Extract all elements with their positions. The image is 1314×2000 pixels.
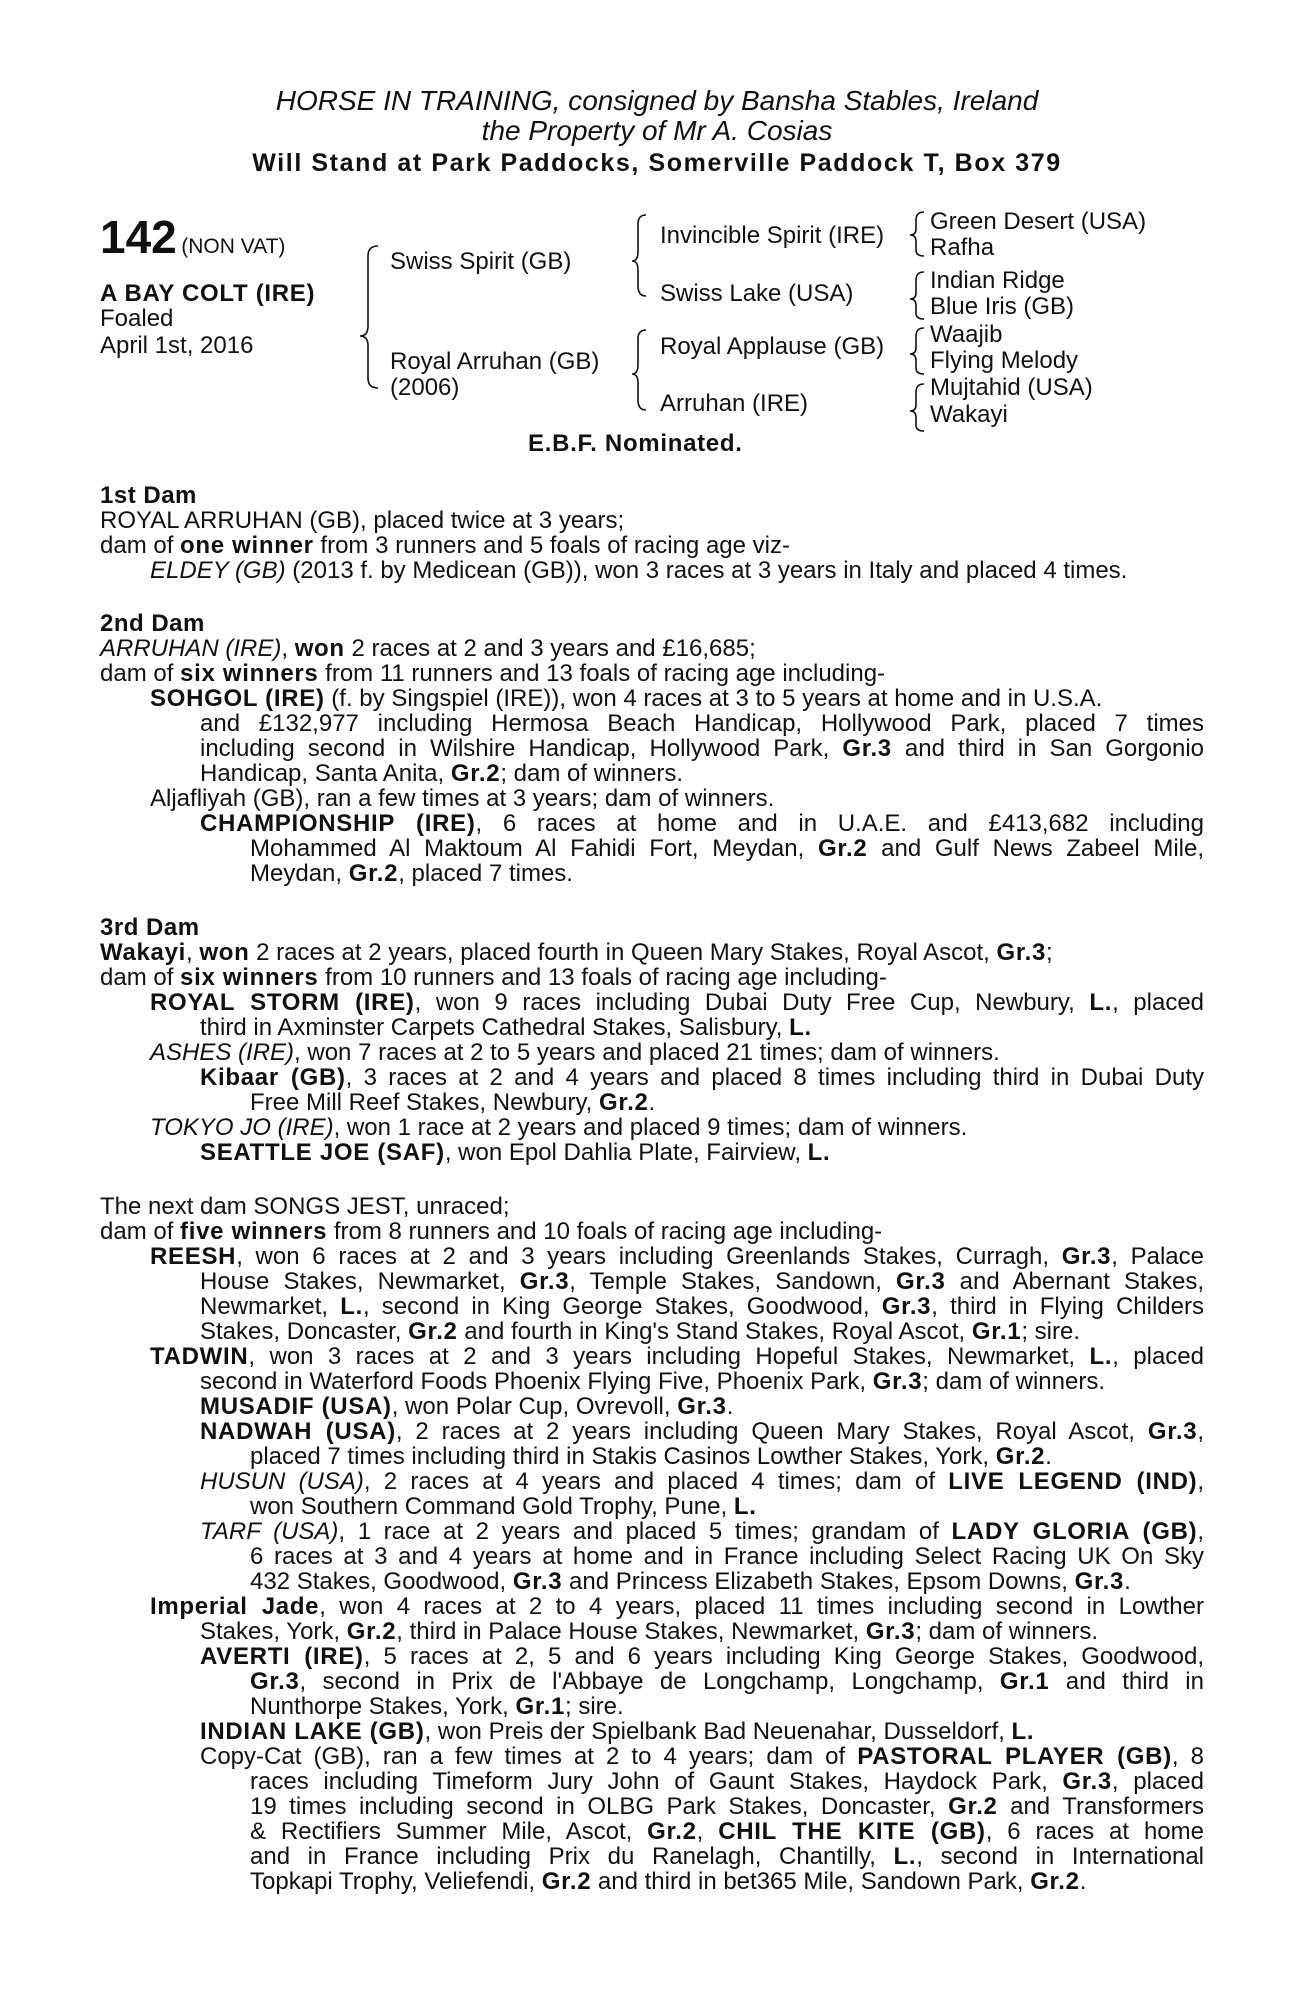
ebf-nominated: E.B.F. Nominated. xyxy=(528,430,743,457)
sire-of-sire: Invincible Spirit (IRE) xyxy=(660,222,885,249)
produce-line: MUSADIF (USA), won Polar Cup, Ovrevoll, Gr.3. xyxy=(200,1393,734,1420)
produce-line: 19 times including second in OLBG Park Stakes, Doncaster, Gr.2 and Transformers xyxy=(250,1793,1205,1820)
foaled-label: Foaled xyxy=(100,305,174,332)
dam-year: (2006) xyxy=(390,374,460,401)
produce-line: AVERTI (IRE), 5 races at 2, 5 and 6 years including King George Stakes, Goodwood, xyxy=(200,1643,1204,1670)
ggp-3: Indian Ridge xyxy=(930,267,1065,294)
first-dam-line: dam of one winner from 3 runners and 5 foals of racing age viz- xyxy=(100,532,790,559)
ggp-8: Wakayi xyxy=(930,401,1008,428)
ggp-2: Rafha xyxy=(930,234,995,261)
sire: Swiss Spirit (GB) xyxy=(390,248,572,275)
produce-line: Gr.3, second in Prix de l'Abbaye de Longchamp, Longchamp, Gr.1 and third in xyxy=(250,1668,1204,1695)
produce-line: TOKYO JO (IRE), won 1 race at 2 years and placed 9 times; dam of winners. xyxy=(150,1114,968,1141)
produce-line: Meydan, Gr.2, placed 7 times. xyxy=(250,860,573,887)
produce-line: won Southern Command Gold Trophy, Pune, L. xyxy=(250,1493,757,1520)
next-dam-line: The next dam SONGS JEST, unraced; xyxy=(100,1193,510,1220)
produce-line: Mohammed Al Maktoum Al Fahidi Fort, Meydan, Gr.2 and Gulf News Zabeel Mile, xyxy=(250,835,1204,862)
sire-of-dam: Royal Applause (GB) xyxy=(660,333,885,360)
produce-line: Stakes, Doncaster, Gr.2 and fourth in King's Stand Stakes, Royal Ascot, Gr.1; sire. xyxy=(200,1318,1081,1345)
produce-line: INDIAN LAKE (GB), won Preis der Spielbank Bad Neuenahar, Dusseldorf, L. xyxy=(200,1718,1035,1745)
produce-line: SOHGOL (IRE) (f. by Singspiel (IRE)), won 4 races at 3 to 5 years at home and in U.S.A. xyxy=(150,685,1103,712)
produce-line: House Stakes, Newmarket, Gr.3, Temple Stakes, Sandown, Gr.3 and Abernant Stakes, xyxy=(200,1268,1205,1295)
second-dam-heading: 2nd Dam xyxy=(100,610,205,637)
ggp-1: Green Desert (USA) xyxy=(930,208,1147,235)
produce-line: Aljafliyah (GB), ran a few times at 3 years; dam of winners. xyxy=(150,785,775,812)
third-dam-line: Wakayi, won 2 races at 2 years, placed fourth in Queen Mary Stakes, Royal Ascot, Gr.3; xyxy=(100,939,1053,966)
produce-line: Copy-Cat (GB), ran a few times at 2 to 4 years; dam of PASTORAL PLAYER (GB), 8 xyxy=(200,1743,1204,1770)
produce-line: Handicap, Santa Anita, Gr.2; dam of winners. xyxy=(200,760,684,787)
lot-number: 142 xyxy=(100,211,177,263)
produce-line: TARF (USA), 1 race at 2 years and placed 5 times; grandam of LADY GLORIA (GB), xyxy=(200,1518,1204,1545)
produce-line: & Rectifiers Summer Mile, Ascot, Gr.2, CHIL THE KITE (GB), 6 races at home xyxy=(250,1818,1204,1845)
produce-line: Newmarket, L., second in King George Stakes, Goodwood, Gr.3, third in Flying Childers xyxy=(200,1293,1204,1320)
first-dam-heading: 1st Dam xyxy=(100,482,197,509)
produce-line: and in France including Prix du Ranelagh, Chantilly, L., second in International xyxy=(250,1843,1204,1870)
header-stand: Will Stand at Park Paddocks, Somerville Paddock T, Box 379 xyxy=(252,149,1062,177)
produce-line: 6 races at 3 and 4 years at home and in France including Select Racing UK On Sky xyxy=(250,1543,1204,1570)
produce-line: Topkapi Trophy, Veliefendi, Gr.2 and third in bet365 Mile, Sandown Park, Gr.2. xyxy=(250,1868,1087,1895)
first-dam-line: ROYAL ARRUHAN (GB), placed twice at 3 years; xyxy=(100,507,625,534)
ggp-5: Waajib xyxy=(930,321,1003,348)
produce-line: NADWAH (USA), 2 races at 2 years including Queen Mary Stakes, Royal Ascot, Gr.3, xyxy=(200,1418,1204,1445)
second-dam-line: dam of six winners from 11 runners and 13 foals of racing age including- xyxy=(100,660,886,687)
produce-line: Nunthorpe Stakes, York, Gr.1; sire. xyxy=(250,1693,624,1720)
lot-name: A BAY COLT (IRE) xyxy=(100,280,316,307)
header-property: the Property of Mr A. Cosias xyxy=(481,115,833,146)
second-dam-line: ARRUHAN (IRE), won 2 races at 2 and 3 years and £16,685; xyxy=(100,635,756,662)
produce-line: CHAMPIONSHIP (IRE), 6 races at home and in U.A.E. and £413,682 including xyxy=(200,810,1204,837)
header-consignor: HORSE IN TRAINING, consigned by Bansha Stables, Ireland xyxy=(275,85,1039,116)
first-dam-produce: ELDEY (GB) (2013 f. by Medicean (GB)), won 3 races at 3 years in Italy and placed 4 times. xyxy=(150,557,1128,584)
next-dam-line: dam of five winners from 8 runners and 10 foals of racing age including- xyxy=(100,1218,883,1245)
produce-line: placed 7 times including third in Stakis Casinos Lowther Stakes, York, Gr.2. xyxy=(250,1443,1052,1470)
foaled-date: April 1st, 2016 xyxy=(100,332,254,359)
dam-of-sire: Swiss Lake (USA) xyxy=(660,280,854,307)
produce-line: 432 Stakes, Goodwood, Gr.3 and Princess Elizabeth Stakes, Epsom Downs, Gr.3. xyxy=(250,1568,1131,1595)
vat-status: (NON VAT) xyxy=(181,235,286,258)
produce-line: ASHES (IRE), won 7 races at 2 to 5 years and placed 21 times; dam of winners. xyxy=(150,1039,1000,1066)
ggp-7: Mujtahid (USA) xyxy=(930,374,1093,401)
ggp-6: Flying Melody xyxy=(930,347,1079,374)
produce-line: races including Timeform Jury John of Gaunt Stakes, Haydock Park, Gr.3, placed xyxy=(250,1768,1204,1795)
produce-line: third in Axminster Carpets Cathedral Stakes, Salisbury, L. xyxy=(200,1014,812,1041)
produce-line: REESH, won 6 races at 2 and 3 years including Greenlands Stakes, Curragh, Gr.3, Palace xyxy=(150,1243,1204,1270)
produce-line: SEATTLE JOE (SAF), won Epol Dahlia Plate, Fairview, L. xyxy=(200,1139,831,1166)
ggp-4: Blue Iris (GB) xyxy=(930,293,1075,320)
produce-line: Free Mill Reef Stakes, Newbury, Gr.2. xyxy=(250,1089,656,1116)
produce-line: Stakes, York, Gr.2, third in Palace House Stakes, Newmarket, Gr.3; dam of winners. xyxy=(200,1618,1099,1645)
dam-of-dam: Arruhan (IRE) xyxy=(660,390,809,417)
dam: Royal Arruhan (GB) xyxy=(390,348,600,375)
produce-line: Kibaar (GB), 3 races at 2 and 4 years and placed 8 times including third in Dubai Duty xyxy=(200,1064,1204,1091)
produce-line: second in Waterford Foods Phoenix Flying Five, Phoenix Park, Gr.3; dam of winners. xyxy=(200,1368,1106,1395)
third-dam-line: dam of six winners from 10 runners and 13 foals of racing age including- xyxy=(100,964,887,991)
produce-line: Imperial Jade, won 4 races at 2 to 4 years, placed 11 times including second in Lowther xyxy=(150,1593,1204,1620)
produce-line: HUSUN (USA), 2 races at 4 years and placed 4 times; dam of LIVE LEGEND (IND), xyxy=(200,1468,1205,1495)
produce-line: TADWIN, won 3 races at 2 and 3 years including Hopeful Stakes, Newmarket, L., placed xyxy=(150,1343,1204,1370)
third-dam-heading: 3rd Dam xyxy=(100,914,200,941)
produce-line: and £132,977 including Hermosa Beach Handicap, Hollywood Park, placed 7 times xyxy=(200,710,1204,737)
produce-line: including second in Wilshire Handicap, Hollywood Park, Gr.3 and third in San Gorgonio xyxy=(200,735,1204,762)
produce-line: ROYAL STORM (IRE), won 9 races including Dubai Duty Free Cup, Newbury, L., placed xyxy=(150,989,1205,1016)
